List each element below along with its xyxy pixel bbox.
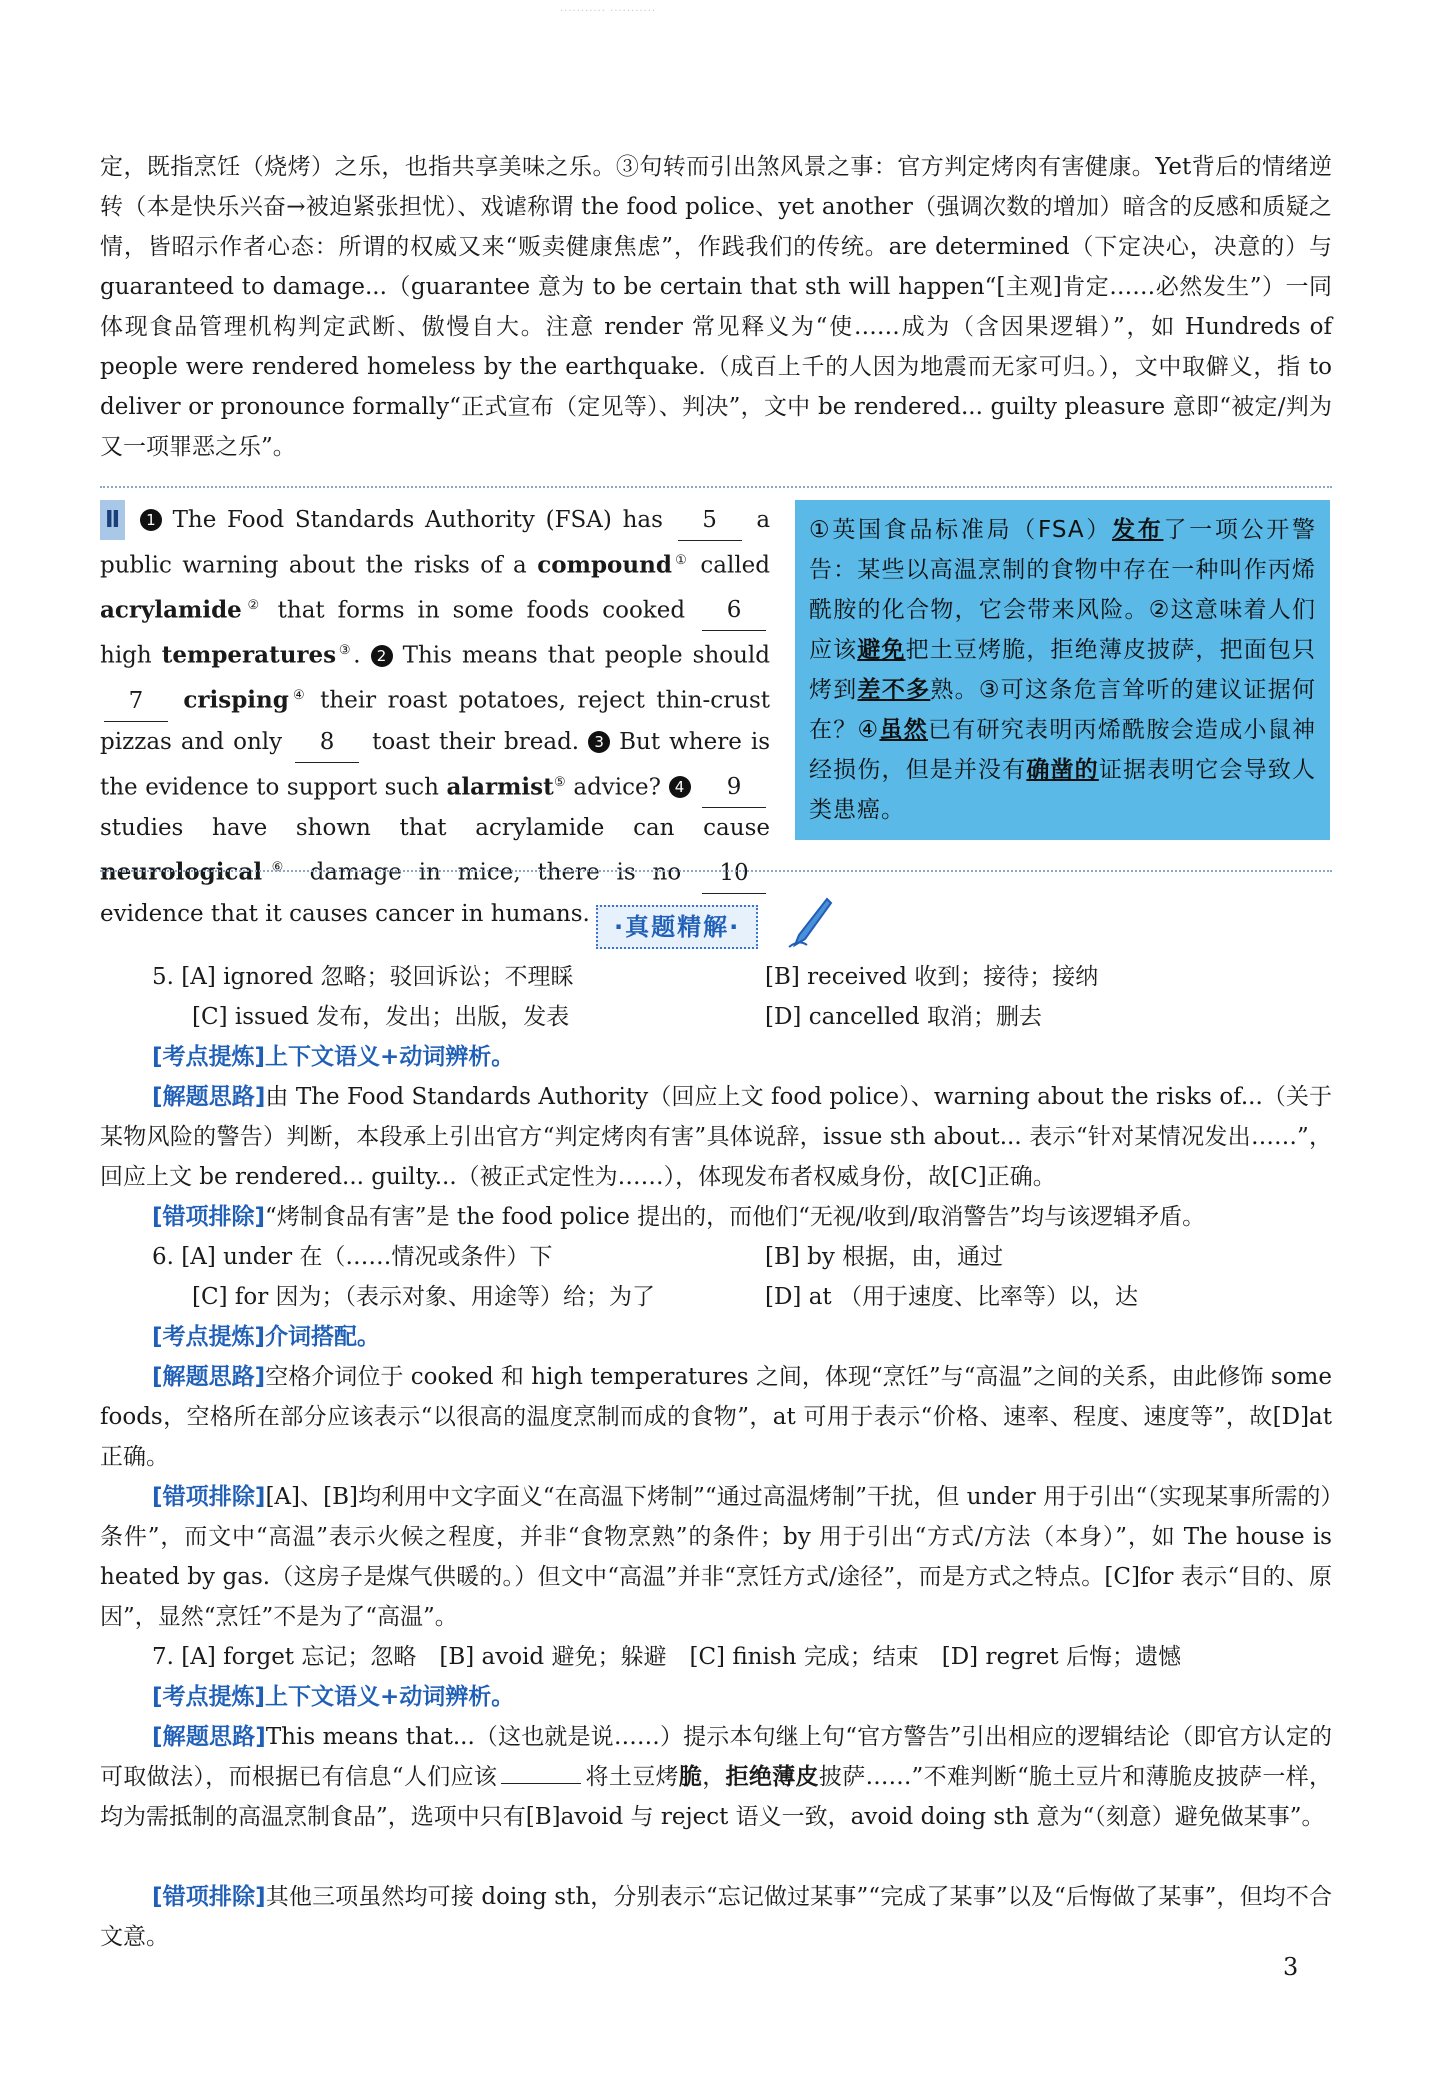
q6-elimination bbox=[100, 1477, 1332, 1637]
divider-top bbox=[100, 486, 1332, 488]
intro-paragraph: 定，既指烹饪（烧烤）之乐，也指共享美味之乐。③句转而引出煞风景之事：官方判定烤肉有害健康。Yet背后的情绪逆转（本是快乐兴奋→被迫紧张担忧）、戏谑称谓 the food police、yet another（强调次数的增加）暗含的反感和质疑之情，皆昭示作者心态：所谓的权威又来“贩卖健康焦虑”，作践我们的传统。are determined（下定决心，决意的）与 guaranteed to damage...（guarantee 意为 to be certain that sth will happen“[主观]肯定……必然发生”）一同体现食品管理机构判定武断、傲慢自大。注意 render 常见释义为“使……成为（含因果逻辑）”，如 Hundreds of people were rendered homeless by the earthquake.（成百上千的人因为地震而无家可归。），文中取僻义，指 to deliver or pronounce formally“正式宣布（定见等）、判决”，文中 be rendered... guilty pleasure 意即“被定/判为又一项罪恶之乐”。 bbox=[100, 154, 1332, 460]
q5-option-a: 5. [A] ignored 忽略；驳回诉讼；不理睬 bbox=[152, 964, 574, 990]
translation-segment: 把土豆烤脆，拒绝薄皮披萨，把面包只烤到 bbox=[809, 637, 1317, 703]
q6-option-b: [B] by 根据，由，通过 bbox=[765, 1244, 1004, 1270]
translation-key-word: 发布 bbox=[1112, 517, 1164, 543]
translation-segment: 证据表明它会导致人类患癌。 bbox=[809, 757, 1317, 823]
translation-key-word: 差不多 bbox=[857, 677, 931, 703]
q5-key-point bbox=[152, 1037, 514, 1077]
q7-key-point-label: [考点提炼] bbox=[152, 1684, 266, 1710]
q6-option-a: 6. [A] under 在（……情况或条件）下 bbox=[152, 1244, 553, 1270]
passage-segment: high bbox=[100, 642, 152, 669]
footnote-3: ③ bbox=[336, 643, 354, 659]
keyword-alarmist: alarmist bbox=[446, 773, 554, 801]
blank-6: 6 bbox=[702, 590, 766, 631]
blank-9: 9 bbox=[702, 767, 766, 808]
q5-reasoning-label: [解题思路] bbox=[152, 1084, 266, 1110]
sentence-number-2: 2 bbox=[371, 645, 393, 667]
sentence-number-1: 1 bbox=[140, 509, 162, 531]
translation-box bbox=[795, 500, 1330, 840]
passage-segment: evidence that it causes cancer in humans. bbox=[100, 900, 590, 927]
blank-8: 8 bbox=[295, 722, 359, 763]
q5-option-b: [B] received 收到；接待；接纳 bbox=[765, 964, 1099, 990]
passage-segment: damage in mice, there is no bbox=[309, 859, 682, 886]
q6-option-c: [C] for 因为；（表示对象、用途等）给；为了 bbox=[192, 1284, 656, 1310]
q6-reasoning bbox=[100, 1357, 1332, 1477]
q7-reasoning-text: ， bbox=[702, 1764, 726, 1790]
sentence-number-3: 3 bbox=[588, 731, 610, 753]
q5-elimination-text: “烤制食品有害”是 the food police 提出的，而他们“无视/收到/取消警告”均与该逻辑矛盾。 bbox=[265, 1204, 1206, 1230]
passage-segment: called bbox=[700, 552, 771, 579]
translation-segment: 已有研究表明丙烯酰胺会造成小鼠神经损伤，但是并没有 bbox=[809, 717, 1317, 783]
q7-key-point-text: 上下文语义+动词辨析。 bbox=[265, 1684, 515, 1710]
q5-elimination-label: [错项排除] bbox=[152, 1204, 266, 1230]
q7-reasoning bbox=[100, 1717, 1332, 1837]
q7-reasoning-text: 披萨……”不难判断“脆土豆片和薄脆皮披萨一样，均为需抵制的高温烹制食品”，选项中只有[B]avoid 与 reject 语义一致，avoid doing sth 意为“（刻意）避免做某事”。 bbox=[100, 1764, 1333, 1830]
pen-icon bbox=[785, 895, 835, 951]
q6-key-point bbox=[152, 1317, 380, 1357]
section-title: ·真题精解· bbox=[596, 905, 758, 949]
keyword-crisping: crisping bbox=[183, 686, 289, 714]
translation-key-word: 虽然 bbox=[879, 717, 928, 743]
q6-elimination-label: [错项排除] bbox=[152, 1484, 266, 1510]
sentence-number-4: 4 bbox=[669, 776, 691, 798]
passage-segment: toast their bread. bbox=[372, 728, 580, 755]
q7-options: 7. [A] forget 忘记；忽略 [B] avoid 避免；躲避 [C] finish 完成；结束 [D] regret 后悔；遗憾 bbox=[152, 1644, 1181, 1670]
q7-bold-word: 脆 bbox=[678, 1763, 703, 1790]
translation-segment: 了一项公开警告：某些以高温烹制的食物中存在一种叫作丙烯酰胺的化合物，它会带来风险。②这意味着人们应该 bbox=[809, 517, 1316, 663]
section-roman-badge: Ⅱ bbox=[100, 500, 125, 540]
keyword-temperatures: temperatures bbox=[161, 641, 337, 669]
q6-key-point-label: [考点提炼] bbox=[152, 1324, 266, 1350]
q5-key-point-text: 上下文语义+动词辨析。 bbox=[265, 1044, 515, 1070]
q6-key-point-text: 介词搭配。 bbox=[265, 1324, 381, 1350]
q5-reasoning bbox=[100, 1077, 1332, 1197]
translation-key-word: 确凿的 bbox=[1026, 757, 1099, 783]
translation-segment: 熟。③可这条危言耸听的建议证据何在？④ bbox=[809, 677, 1317, 743]
q7-elimination-label: [错项排除] bbox=[152, 1884, 266, 1910]
passage-segment: This means that people should bbox=[402, 642, 771, 669]
blank-5: 5 bbox=[678, 500, 742, 541]
passage-segment: The Food Standards Authority (FSA) has bbox=[172, 507, 663, 533]
q7-reasoning-text: 将土豆烤 bbox=[585, 1764, 679, 1790]
faint-header: ··········· ··········· bbox=[560, 6, 657, 17]
footnote-4: ④ bbox=[288, 687, 309, 703]
translation-segment: ①英国食品标准局（FSA） bbox=[809, 517, 1113, 543]
q7-reasoning-text: This means that...（这也就是说……）提示本句继上句“官方警告”引出相应的逻辑结论（即官方认定的可取做法），而根据已有信息“人们应该 bbox=[100, 1724, 1332, 1790]
page-number: 3 bbox=[1283, 1953, 1299, 1981]
blank-7: 7 bbox=[104, 681, 168, 722]
footnote-1: ① bbox=[671, 553, 690, 568]
keyword-neurological: neurological bbox=[100, 858, 263, 886]
passage-segment: a public warning about the risks of a bbox=[100, 507, 771, 579]
divider-bottom bbox=[100, 870, 1332, 872]
keyword-compound: compound bbox=[537, 551, 672, 579]
footnote-2: ② bbox=[241, 597, 265, 613]
blank-10: 10 bbox=[702, 853, 766, 894]
q6-option-d: [D] at （用于速度、比率等）以，达 bbox=[765, 1284, 1138, 1310]
passage-segment: their roast potatoes, reject thin-crust pizzas and only bbox=[100, 687, 770, 755]
q7-key-point bbox=[152, 1677, 514, 1717]
q7-reasoning-label: [解题思路] bbox=[152, 1724, 266, 1750]
q7-elimination-text: 其他三项虽然均可接 doing sth，分别表示“忘记做过某事”“完成了某事”以及“后悔做了某事”，但均不合文意。 bbox=[100, 1884, 1332, 1950]
passage-text: Ⅱ 1 The Food Standards Authority (FSA) has 5 a public warning about the risks of a compound① called acrylamide② that forms in some foods cooked 6 high temperatures③. 2 This means that people should 7 crisping④ their roast potatoes, reject thin-crust pizzas and only 8 toast their bread. 3 But where is the evidence to support such alarmist⑤ advice? 4 9 studies have shown that acrylamide can cause neurological⑥ damage in mice, there is no 10 evidence that it causes cancer in humans. bbox=[100, 500, 770, 934]
passage-segment: But where is the evidence to support such bbox=[100, 728, 770, 801]
q7-bold-word: 拒绝薄皮 bbox=[725, 1763, 819, 1790]
q5-elimination bbox=[100, 1197, 1332, 1237]
q5-option-c: [C] issued 发布，发出；出版，发表 bbox=[192, 1004, 570, 1030]
q6-reasoning-label: [解题思路] bbox=[152, 1364, 266, 1390]
q6-elimination-text: [A]、[B]均利用中文字面义“在高温下烤制”“通过高温烤制”干扰，但 under 用于引出“（实现某事所需的）条件”，而文中“高温”表示火候之程度，并非“食物烹熟”的条件；by 用于引出“方式/方法（本身）”，如 The house is heated by gas.（这房子是煤气供暖的。）但文中“高温”并非“烹饪方式/途径”，而是方式之特点。[C]for 表示“目的、原因”，显然“烹饪”不是为了“高温”。 bbox=[100, 1484, 1332, 1630]
footnote-5: ⑤ bbox=[553, 774, 566, 790]
q7-elimination bbox=[100, 1877, 1332, 1957]
passage-segment: studies have shown that acrylamide can cause bbox=[100, 815, 770, 842]
translation-key-word: 避免 bbox=[857, 637, 906, 663]
q5-option-d: [D] cancelled 取消；删去 bbox=[765, 1004, 1042, 1030]
q5-reasoning-text: 由 The Food Standards Authority（回应上文 food police）、warning about the risks of...（关于某物风险的警告）判断，本段承上引出官方“判定烤肉有害”具体说辞，issue sth about... 表示“针对某情况发出……”，回应上文 be rendered... guilty...（被正式定性为……），体现发布者权威身份，故[C]正确。 bbox=[100, 1084, 1332, 1190]
keyword-acrylamide: acrylamide bbox=[100, 596, 242, 624]
q5-key-point-label: [考点提炼] bbox=[152, 1044, 266, 1070]
footnote-6: ⑥ bbox=[262, 860, 293, 876]
q7-inline-blank bbox=[501, 1783, 581, 1784]
passage-segment: advice? bbox=[573, 774, 661, 801]
passage-segment: that forms in some foods cooked bbox=[277, 597, 686, 624]
q6-reasoning-text: 空格介词位于 cooked 和 high temperatures 之间，体现“烹饪”与“高温”之间的关系，由此修饰 some foods，空格所在部分应该表示“以很高的温度烹制而成的食物”，at 可用于表示“价格、速率、程度、速度等”，故[D]at 正确。 bbox=[100, 1364, 1332, 1470]
